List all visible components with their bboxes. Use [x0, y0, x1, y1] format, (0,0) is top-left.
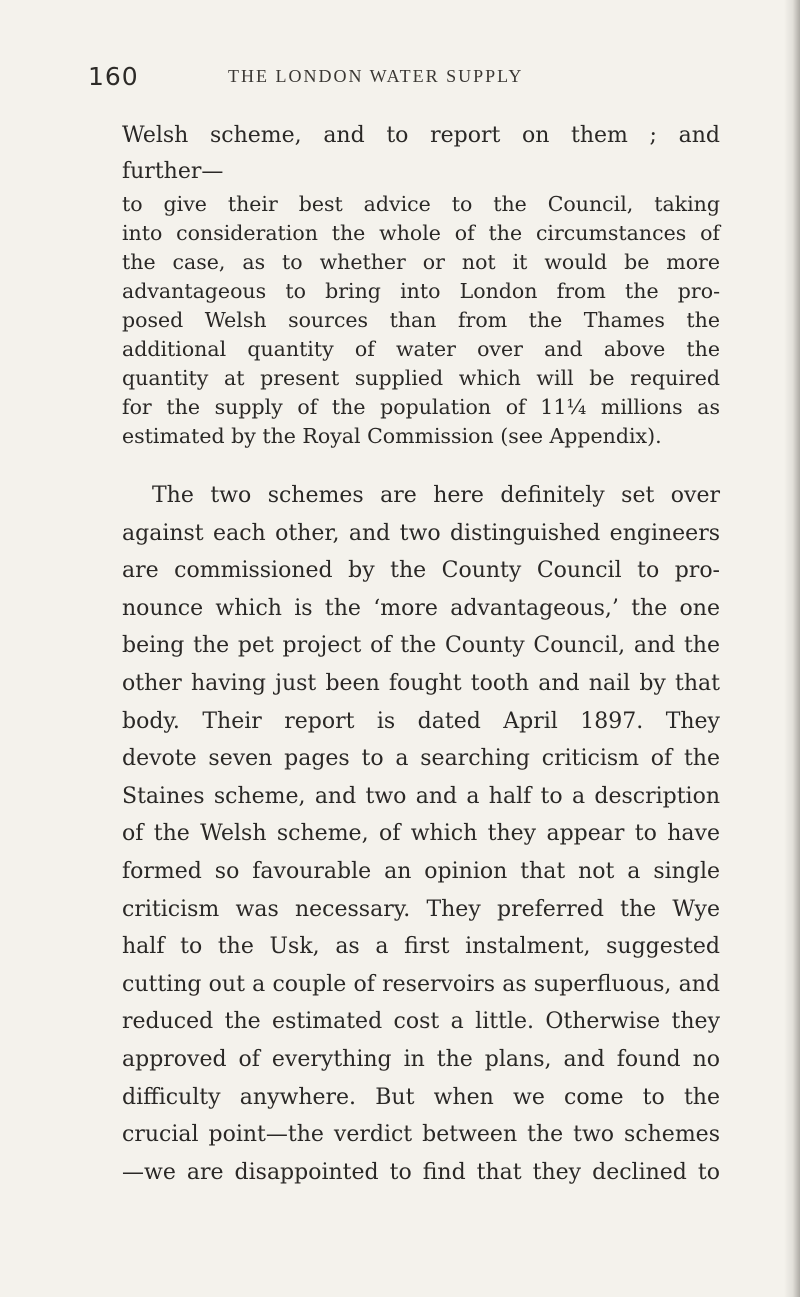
paragraph-line: criticism was necessary. They preferred the Wye [122, 896, 720, 922]
paragraph-line: body. Their report is dated April 1897. They [122, 708, 720, 734]
quote-line: quantity at present supplied which will be required [122, 366, 720, 390]
page-edge-shadow [784, 0, 800, 1297]
paragraph-line: nounce which is the ‘more advantageous,’ the one [122, 595, 720, 621]
quote-line: to give their best advice to the Council, taking [122, 192, 720, 216]
opening-lines [122, 118, 720, 190]
paragraph-line: are commissioned by the County Council to pro- [122, 558, 720, 584]
paragraph-line: other having just been fought tooth and nail by that [122, 670, 720, 696]
paragraph-line: reduced the estimated cost a little. Otherwise they [122, 1009, 720, 1035]
quote-line: posed Welsh sources than from the Thames the [122, 308, 720, 332]
paragraph-line: The two schemes are here definitely set over [152, 483, 720, 508]
quote-line: the case, as to whether or not it would be more [122, 250, 720, 274]
quote-line: for the supply of the population of 11¼ millions as [122, 395, 720, 419]
text-block [122, 118, 720, 1191]
paragraph-line: cutting out a couple of reservoirs as superfluous, and [122, 971, 720, 997]
paragraph-line: devote seven pages to a searching criticism of the [122, 746, 720, 772]
quote-line: additional quantity of water over and above the [122, 337, 720, 361]
quote-line: advantageous to bring into London from the pro- [122, 279, 720, 303]
paragraph-line: Staines scheme, and two and a half to a description [122, 783, 720, 809]
paragraph-line: formed so favourable an opinion that not a single [122, 858, 720, 884]
paragraph-line: approved of everything in the plans, and found no [122, 1046, 720, 1072]
running-head [88, 62, 728, 102]
quoted-instruction [122, 190, 720, 451]
quote-line: into consideration the whole of the circumstances of [122, 221, 720, 245]
text-line: Welsh scheme, and to report on them ; and [122, 123, 720, 148]
paragraph-line: difficulty anywhere. But when we come to the [122, 1084, 720, 1110]
paragraph-line: —we are disappointed to find that they declined to [122, 1159, 720, 1185]
running-title: THE LONDON WATER SUPPLY [228, 66, 524, 86]
paragraph-line: against each other, and two distinguished engineers [122, 520, 720, 546]
quote-line: estimated by the Royal Commission (see Appendix). [122, 424, 662, 448]
paragraph-line: half to the Usk, as a first instalment, suggested [122, 934, 720, 960]
main-paragraph [122, 477, 720, 1191]
paragraph-line: crucial point—the verdict between the two schemes [122, 1122, 720, 1148]
paragraph-line: being the pet project of the County Council, and the [122, 633, 720, 659]
paragraph-line: of the Welsh scheme, of which they appear to have [122, 821, 720, 847]
page-number: 160 [88, 62, 139, 91]
text-line: further— [122, 159, 224, 184]
